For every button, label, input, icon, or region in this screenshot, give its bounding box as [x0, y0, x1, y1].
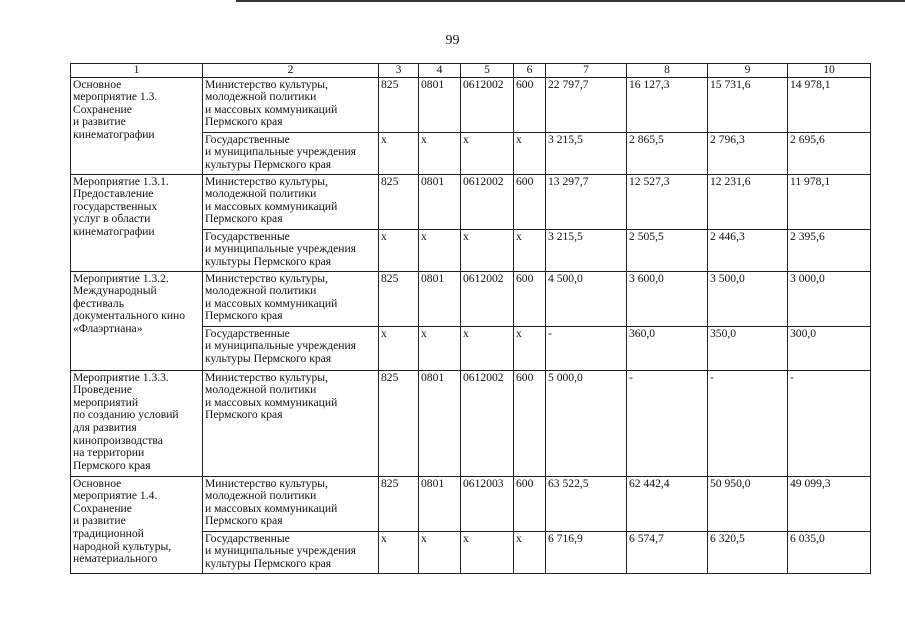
column-header: 4 — [419, 64, 461, 78]
cell: 0612003 — [461, 476, 514, 531]
cell: 3 215,5 — [546, 229, 627, 271]
top-rule — [236, 0, 905, 2]
cell: 2 865,5 — [627, 132, 708, 174]
cell: 300,0 — [788, 326, 871, 370]
cell: 2 395,6 — [788, 229, 871, 271]
column-header: 5 — [461, 64, 514, 78]
cell: 6 320,5 — [708, 531, 788, 573]
table-row — [71, 370, 871, 476]
cell: 6 574,7 — [627, 531, 708, 573]
cell: х — [379, 132, 419, 174]
cell: 825 — [379, 77, 419, 132]
cell: 0801 — [419, 370, 461, 476]
cell: х — [379, 326, 419, 370]
cell: 15 731,6 — [708, 77, 788, 132]
column-header: 10 — [788, 64, 871, 78]
cell: х — [461, 531, 514, 573]
cell: 0801 — [419, 271, 461, 326]
column-header: 7 — [546, 64, 627, 78]
cell: х — [461, 132, 514, 174]
cell: 62 442,4 — [627, 476, 708, 531]
cell: 2 796,3 — [708, 132, 788, 174]
cell: 600 — [514, 174, 546, 229]
cell: 0612002 — [461, 174, 514, 229]
cell: 600 — [514, 271, 546, 326]
table-row — [71, 271, 871, 326]
cell: 825 — [379, 476, 419, 531]
cell: 49 099,3 — [788, 476, 871, 531]
cell: 360,0 — [627, 326, 708, 370]
cell: 13 297,7 — [546, 174, 627, 229]
activity-name: Мероприятие 1.3.1. Предоставление государственных услуг в области кинематографии — [71, 174, 203, 271]
table-row — [71, 174, 871, 229]
subject-cell: Государственные и муниципальные учреждения культуры Пермского края — [203, 326, 379, 370]
cell: 0612002 — [461, 271, 514, 326]
subject-cell: Министерство культуры, молодежной политики и массовых коммуникаций Пермского края — [203, 370, 379, 476]
cell: х — [514, 531, 546, 573]
cell: 600 — [514, 77, 546, 132]
cell: х — [379, 531, 419, 573]
cell: 3 000,0 — [788, 271, 871, 326]
cell: - — [788, 370, 871, 476]
cell: 600 — [514, 476, 546, 531]
cell: - — [708, 370, 788, 476]
cell: 2 505,5 — [627, 229, 708, 271]
cell: 5 000,0 — [546, 370, 627, 476]
header-row — [71, 64, 871, 78]
cell: х — [514, 132, 546, 174]
cell: 825 — [379, 271, 419, 326]
column-header: 6 — [514, 64, 546, 78]
page-number: 99 — [445, 33, 460, 48]
cell: 0801 — [419, 174, 461, 229]
cell: 4 500,0 — [546, 271, 627, 326]
cell: - — [546, 326, 627, 370]
cell: 350,0 — [708, 326, 788, 370]
table-row — [71, 77, 871, 132]
cell: 12 527,3 — [627, 174, 708, 229]
column-header: 2 — [203, 64, 379, 78]
cell: 50 950,0 — [708, 476, 788, 531]
cell: 0612002 — [461, 370, 514, 476]
cell: 6 035,0 — [788, 531, 871, 573]
cell: 825 — [379, 370, 419, 476]
cell: х — [419, 229, 461, 271]
cell: - — [627, 370, 708, 476]
cell: 2 446,3 — [708, 229, 788, 271]
subject-cell: Государственные и муниципальные учреждения культуры Пермского края — [203, 132, 379, 174]
column-header: 8 — [627, 64, 708, 78]
cell: 600 — [514, 370, 546, 476]
cell: 11 978,1 — [788, 174, 871, 229]
activity-name: Мероприятие 1.3.2. Международный фестиваль документального кино «Флаэртиана» — [71, 271, 203, 370]
cell: 2 695,6 — [788, 132, 871, 174]
subject-cell: Государственные и муниципальные учреждения культуры Пермского края — [203, 531, 379, 573]
cell: 16 127,3 — [627, 77, 708, 132]
subject-cell: Государственные и муниципальные учреждения культуры Пермского края — [203, 229, 379, 271]
cell: 3 600,0 — [627, 271, 708, 326]
cell: 825 — [379, 174, 419, 229]
cell: х — [461, 326, 514, 370]
cell: х — [461, 229, 514, 271]
cell: х — [419, 326, 461, 370]
cell: х — [419, 132, 461, 174]
subject-cell: Министерство культуры, молодежной политики и массовых коммуникаций Пермского края — [203, 77, 379, 132]
subject-cell: Министерство культуры, молодежной политики и массовых коммуникаций Пермского края — [203, 476, 379, 531]
cell: 0801 — [419, 77, 461, 132]
activity-name: Основное мероприятие 1.4. Сохранение и развитие традиционной народной культуры, нематериального — [71, 476, 203, 573]
subject-cell: Министерство культуры, молодежной политики и массовых коммуникаций Пермского края — [203, 271, 379, 326]
cell: 14 978,1 — [788, 77, 871, 132]
cell: 63 522,5 — [546, 476, 627, 531]
column-header: 3 — [379, 64, 419, 78]
cell: х — [419, 531, 461, 573]
activity-name: Мероприятие 1.3.3. Проведение мероприятий по созданию условий для развития кинопроизводства на территории Пермского края — [71, 370, 203, 476]
cell: 6 716,9 — [546, 531, 627, 573]
cell: 0801 — [419, 476, 461, 531]
table-row — [71, 476, 871, 531]
column-header: 1 — [71, 64, 203, 78]
activity-name: Основное мероприятие 1.3. Сохранение и развитие кинематографии — [71, 77, 203, 174]
cell: 0612002 — [461, 77, 514, 132]
budget-table — [70, 63, 871, 574]
cell: х — [514, 229, 546, 271]
subject-cell: Министерство культуры, молодежной политики и массовых коммуникаций Пермского края — [203, 174, 379, 229]
column-header: 9 — [708, 64, 788, 78]
cell: 22 797,7 — [546, 77, 627, 132]
cell: 3 215,5 — [546, 132, 627, 174]
cell: 12 231,6 — [708, 174, 788, 229]
cell: х — [379, 229, 419, 271]
cell: х — [514, 326, 546, 370]
cell: 3 500,0 — [708, 271, 788, 326]
